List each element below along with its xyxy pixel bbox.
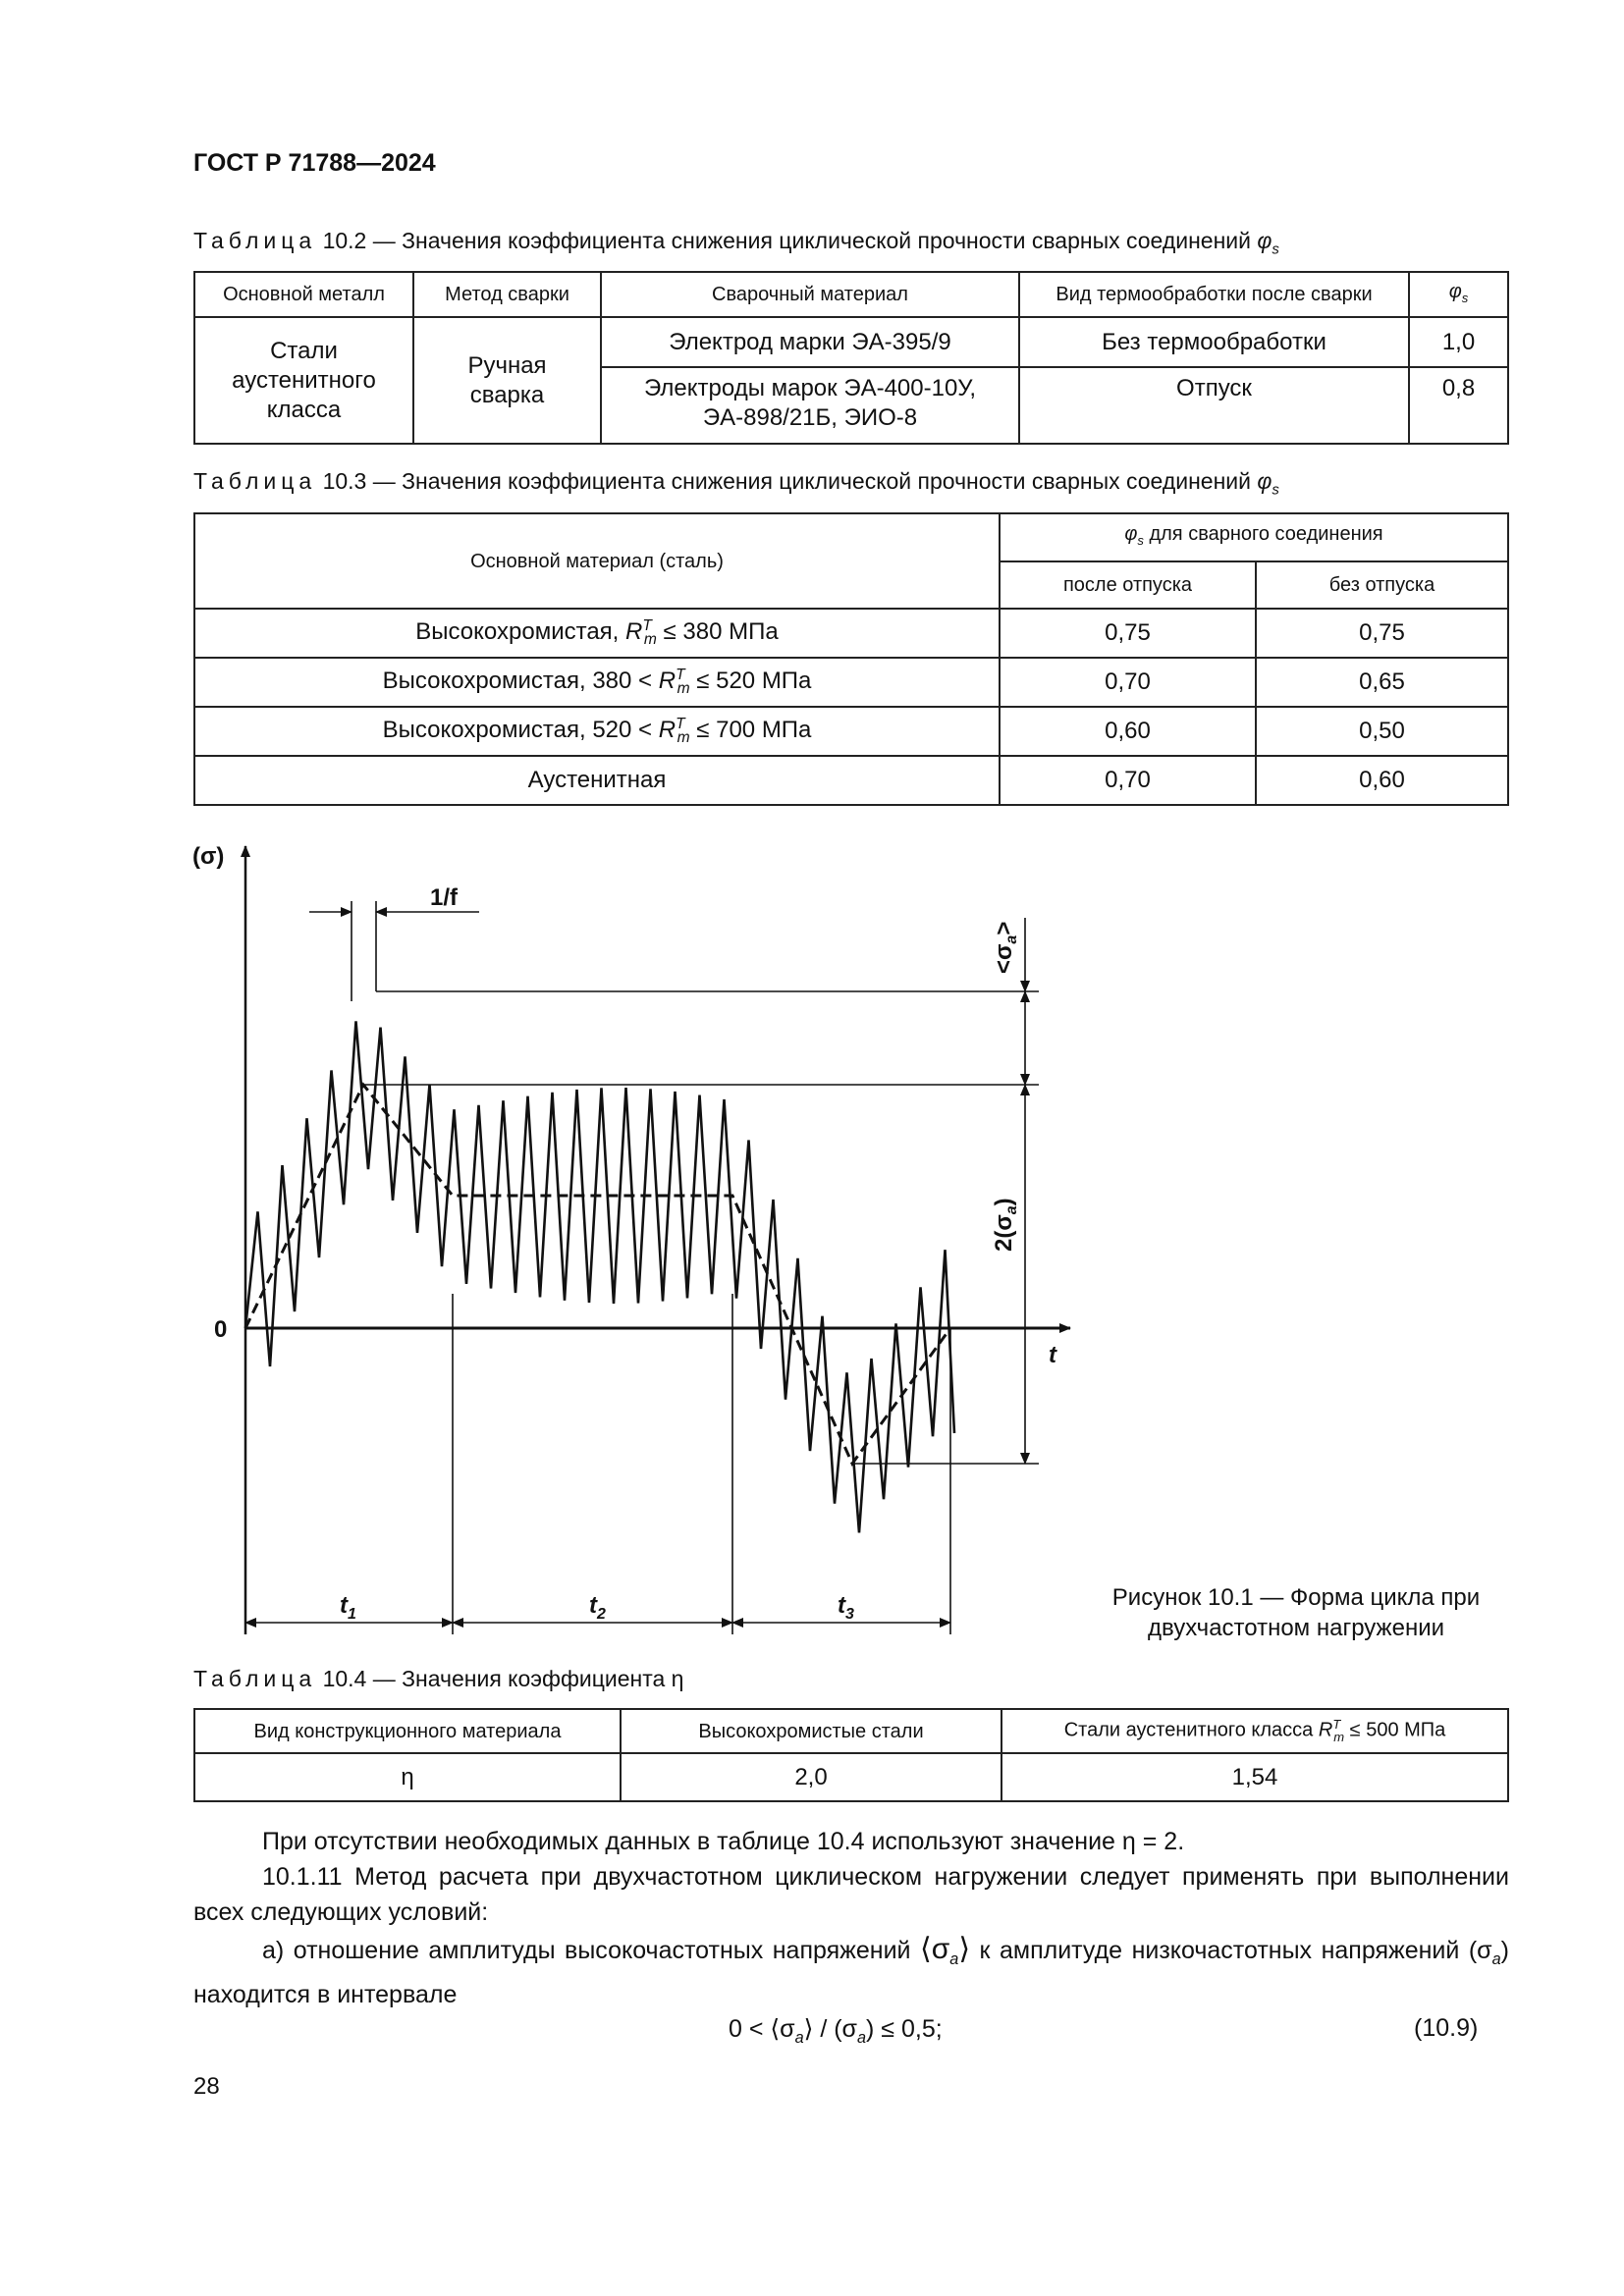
- zero-label: 0: [214, 1316, 228, 1343]
- table-10-3-caption: Таблица 10.3 — Значения коэффициента снижения циклической прочности сварных соединений $\varphi_s$: [193, 468, 1279, 499]
- cell-after: 0,70: [1000, 658, 1256, 707]
- table-10-4: [193, 1708, 1509, 1802]
- cell-without: 0,65: [1256, 658, 1508, 707]
- th-phi: $\varphi_s$: [1409, 272, 1508, 317]
- th-base-material: Основной материал (сталь): [194, 513, 1000, 609]
- th-welding-material: Сварочный материал: [601, 272, 1019, 317]
- cell-material: Электрод марки ЭА-395/9: [601, 317, 1019, 367]
- th-high-chrome: Высокохромистые стали: [621, 1709, 1001, 1753]
- t1-label: $t_1$: [340, 1592, 356, 1623]
- hf-amplitude-label: $<\sigma_a>$: [991, 921, 1020, 974]
- th-material-type: Вид конструкционного материала: [194, 1709, 621, 1753]
- document-title: ГОСТ Р 71788—2024: [193, 149, 436, 177]
- y-axis-label: (σ): [192, 843, 225, 870]
- cell-austenitic: 1,54: [1001, 1753, 1508, 1801]
- cell-without: 0,60: [1256, 756, 1508, 805]
- page-number: 28: [193, 2073, 220, 2100]
- cell-after: 0,60: [1000, 707, 1256, 756]
- paragraph-10-1-11: 10.1.11 Метод расчета при двухчастотном циклическом нагружении следует применять при выполнении всех следующих условий:: [193, 1863, 1509, 1926]
- figure-caption: Рисунок 10.1 — Форма цикла при двухчастотном нагружении: [1111, 1584, 1481, 1641]
- table-row: [194, 756, 1508, 805]
- cell-high-chrome: 2,0: [621, 1753, 1001, 1801]
- t2-label: $t_2$: [589, 1592, 606, 1623]
- cell-method: Ручная сварка: [413, 317, 601, 444]
- t3-label: $t_3$: [838, 1592, 854, 1623]
- x-axis-label: t: [1049, 1342, 1056, 1368]
- th-welding-method: Метод сварки: [413, 272, 601, 317]
- paragraph-condition-a: а) отношение амплитуды высокочастотных напряжений $⟨\sigma_a⟩$ к амплитуде низкочастотных напряжений $(\sigma_a)$ находится в интервале: [193, 1933, 1509, 2008]
- cell-treatment: Без термообработки: [1019, 317, 1409, 367]
- table-row: [194, 658, 1508, 707]
- cell-material: Электроды марок ЭА-400-10У, ЭА-898/21Б, ЭИО-8: [601, 367, 1019, 444]
- th-phi-group: $\varphi_s$ для сварного соединения: [1000, 513, 1508, 561]
- period-label: 1/f: [430, 884, 459, 911]
- table-row: [194, 609, 1508, 658]
- cell-phi: 1,0: [1409, 317, 1508, 367]
- th-after-tempering: после отпуска: [1000, 561, 1256, 609]
- cell-material: Высокохромистая, $520 < R^T_m \le 700$ МПа: [194, 707, 1000, 756]
- cell-material: Высокохромистая, $R^T_m \le 380$ МПа: [194, 609, 1000, 658]
- cell-material: Высокохромистая, $380 < R^T_m \le 520$ МПа: [194, 658, 1000, 707]
- table-10-2: [193, 271, 1509, 445]
- table-10-2-caption: Таблица 10.2 — Значения коэффициента снижения циклической прочности сварных соединений $\varphi_s$: [193, 228, 1279, 258]
- formula-number: (10.9): [1414, 2014, 1479, 2042]
- th-without-tempering: без отпуска: [1256, 561, 1508, 609]
- cell-without: 0,50: [1256, 707, 1508, 756]
- cell-after: 0,75: [1000, 609, 1256, 658]
- table-row: [194, 707, 1508, 756]
- formula-10-9: $0 < ⟨\sigma_a⟩ / (\sigma_a) \le 0,5$;: [729, 2015, 943, 2047]
- table-10-4-caption: Таблица 10.4 — Значения коэффициента η: [193, 1666, 684, 1691]
- cell-phi: 0,8: [1409, 367, 1508, 444]
- lf-amplitude-label: $2(\sigma_a)$: [991, 1198, 1020, 1252]
- cell-treatment: Отпуск: [1019, 367, 1409, 444]
- cell-without: 0,75: [1256, 609, 1508, 658]
- table-10-3: [193, 512, 1509, 806]
- th-heat-treatment: Вид термообработки после сварки: [1019, 272, 1409, 317]
- cell-material: Аустенитная: [194, 756, 1000, 805]
- cell-eta: η: [194, 1753, 621, 1801]
- th-base-metal: Основной металл: [194, 272, 413, 317]
- th-austenitic: Стали аустенитного класса $R^T_m \le 500$ МПа: [1001, 1709, 1508, 1753]
- paragraph-eta-default: При отсутствии необходимых данных в таблице 10.4 используют значение η = 2.: [262, 1828, 1185, 1855]
- cell-base-metal: Стали аустенитного класса: [194, 317, 413, 444]
- figure-10-1-diagram: [0, 825, 1624, 1649]
- cell-after: 0,70: [1000, 756, 1256, 805]
